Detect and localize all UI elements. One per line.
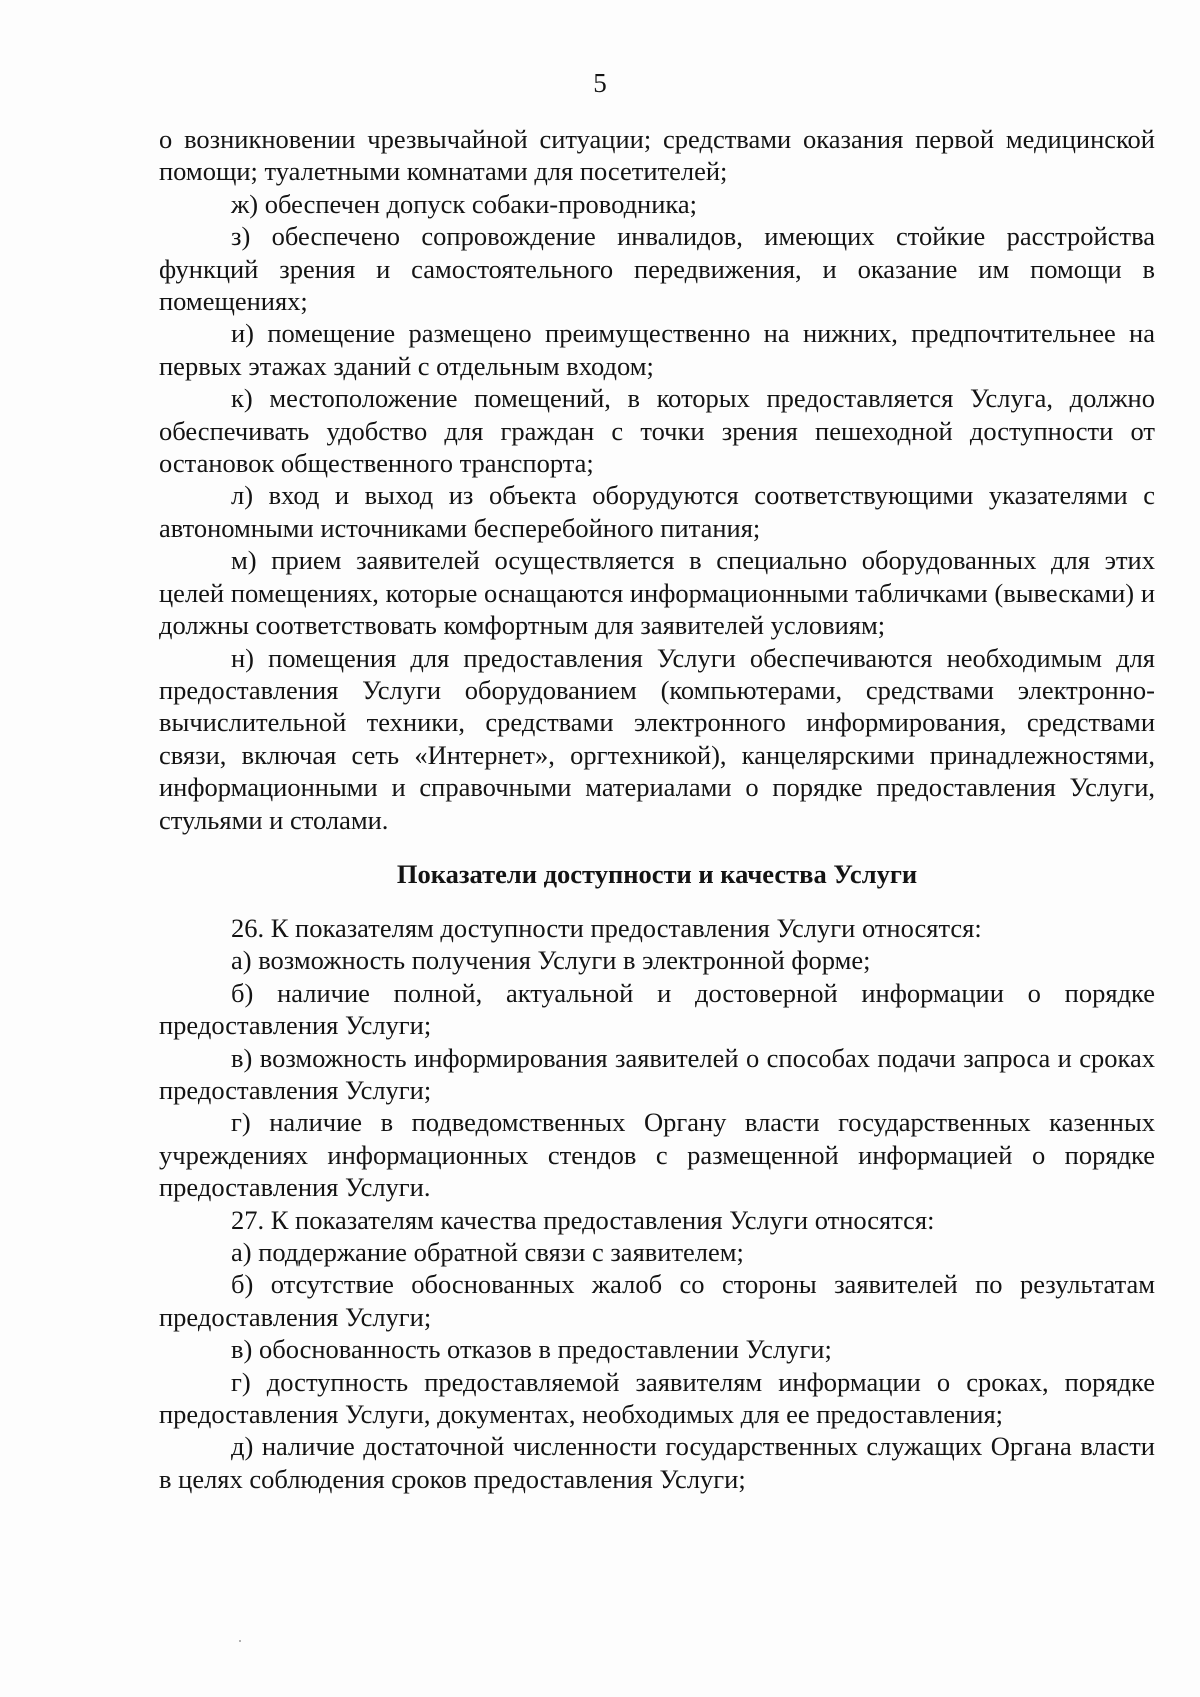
paragraph-26-v: в) возможность информирования заявителей о способах подачи запроса и сроках предоставления Услуги; [159, 1042, 1155, 1105]
paragraph-27-a: а) поддержание обратной связи с заявителем; [231, 1237, 744, 1267]
paragraph-item-m: м) прием заявителей осуществляется в специально оборудованных для этих целей помещениях, которые оснащаются информационными табличками (вывесками) и должны соответствовать комфортным для заявителей условиям; [159, 545, 1155, 641]
document-body [159, 123, 1155, 1495]
paragraph-27-v: в) обоснованность отказов в предоставлении Услуги; [231, 1334, 832, 1365]
paragraph-item-n: н) помещения для предоставления Услуги обеспечиваются необходимым для предоставления Услуги оборудованием (компьютерами, средствами электронно-вычислительной техники, средствами электронного информирования, средствами связи, включая сеть «Интернет», оргтехникой), канцелярскими принадлежностями, информационными и справочными материалами о порядке предоставления Услуги, стульями и столами. [159, 642, 1155, 835]
section-heading: Показатели доступности и качества Услуги [396, 858, 918, 889]
paragraph-26-b: б) наличие полной, актуальной и достоверной информации о порядке предоставления Услуги; [159, 977, 1155, 1041]
paragraph-item-k: к) местоположение помещений, в которых предоставляется Услуга, должно обеспечивать удобство для граждан с точки зрения пешеходной доступности от остановок общественного транспорта; [159, 383, 1155, 479]
page-number: 5 [593, 68, 607, 98]
paragraph-item-zh: ж) обеспечен допуск собаки-проводника; [231, 188, 698, 219]
paragraph-item-z: з) обеспечено сопровождение инвалидов, имеющих стойкие расстройства функций зрения и самостоятельного передвижения, и оказание им помощи в помещениях; [159, 221, 1155, 317]
paragraph-27: 27. К показателям качества предоставления Услуги относятся: [231, 1204, 935, 1235]
paragraph-27-d: д) наличие достаточной численности государственных служащих Органа власти в целях соблюдения сроков предоставления Услуги; [159, 1431, 1155, 1494]
scan-speck [239, 1640, 241, 1642]
paragraph-26: 26. К показателям доступности предоставления Услуги относятся: [231, 912, 982, 943]
paragraph-27-g: г) доступность предоставляемой заявителям информации о сроках, порядке предоставления Услуги, документах, необходимых для ее предоставления; [159, 1366, 1155, 1430]
paragraph-26-g: г) наличие в подведомственных Органу власти государственных казенных учреждениях информационных стендов с размещенной информацией о порядке предоставления Услуги. [159, 1107, 1155, 1203]
paragraph-26-a: а) возможность получения Услуги в электронной форме; [231, 945, 871, 976]
paragraph-item-l: л) вход и выход из объекта оборудуются соответствующими указателями с автономными источниками бесперебойного питания; [159, 480, 1155, 543]
paragraph-27-b: б) отсутствие обоснованных жалоб со стороны заявителей по результатам предоставления Услуги; [159, 1269, 1155, 1332]
paragraph-item-i: и) помещение размещено преимущественно на нижних, предпочтительнее на первых этажах зданий с отдельным входом; [159, 318, 1155, 381]
paragraph-continuation: о возникновении чрезвычайной ситуации; средствами оказания первой медицинской помощи; туалетными комнатами для посетителей; [159, 124, 1155, 187]
